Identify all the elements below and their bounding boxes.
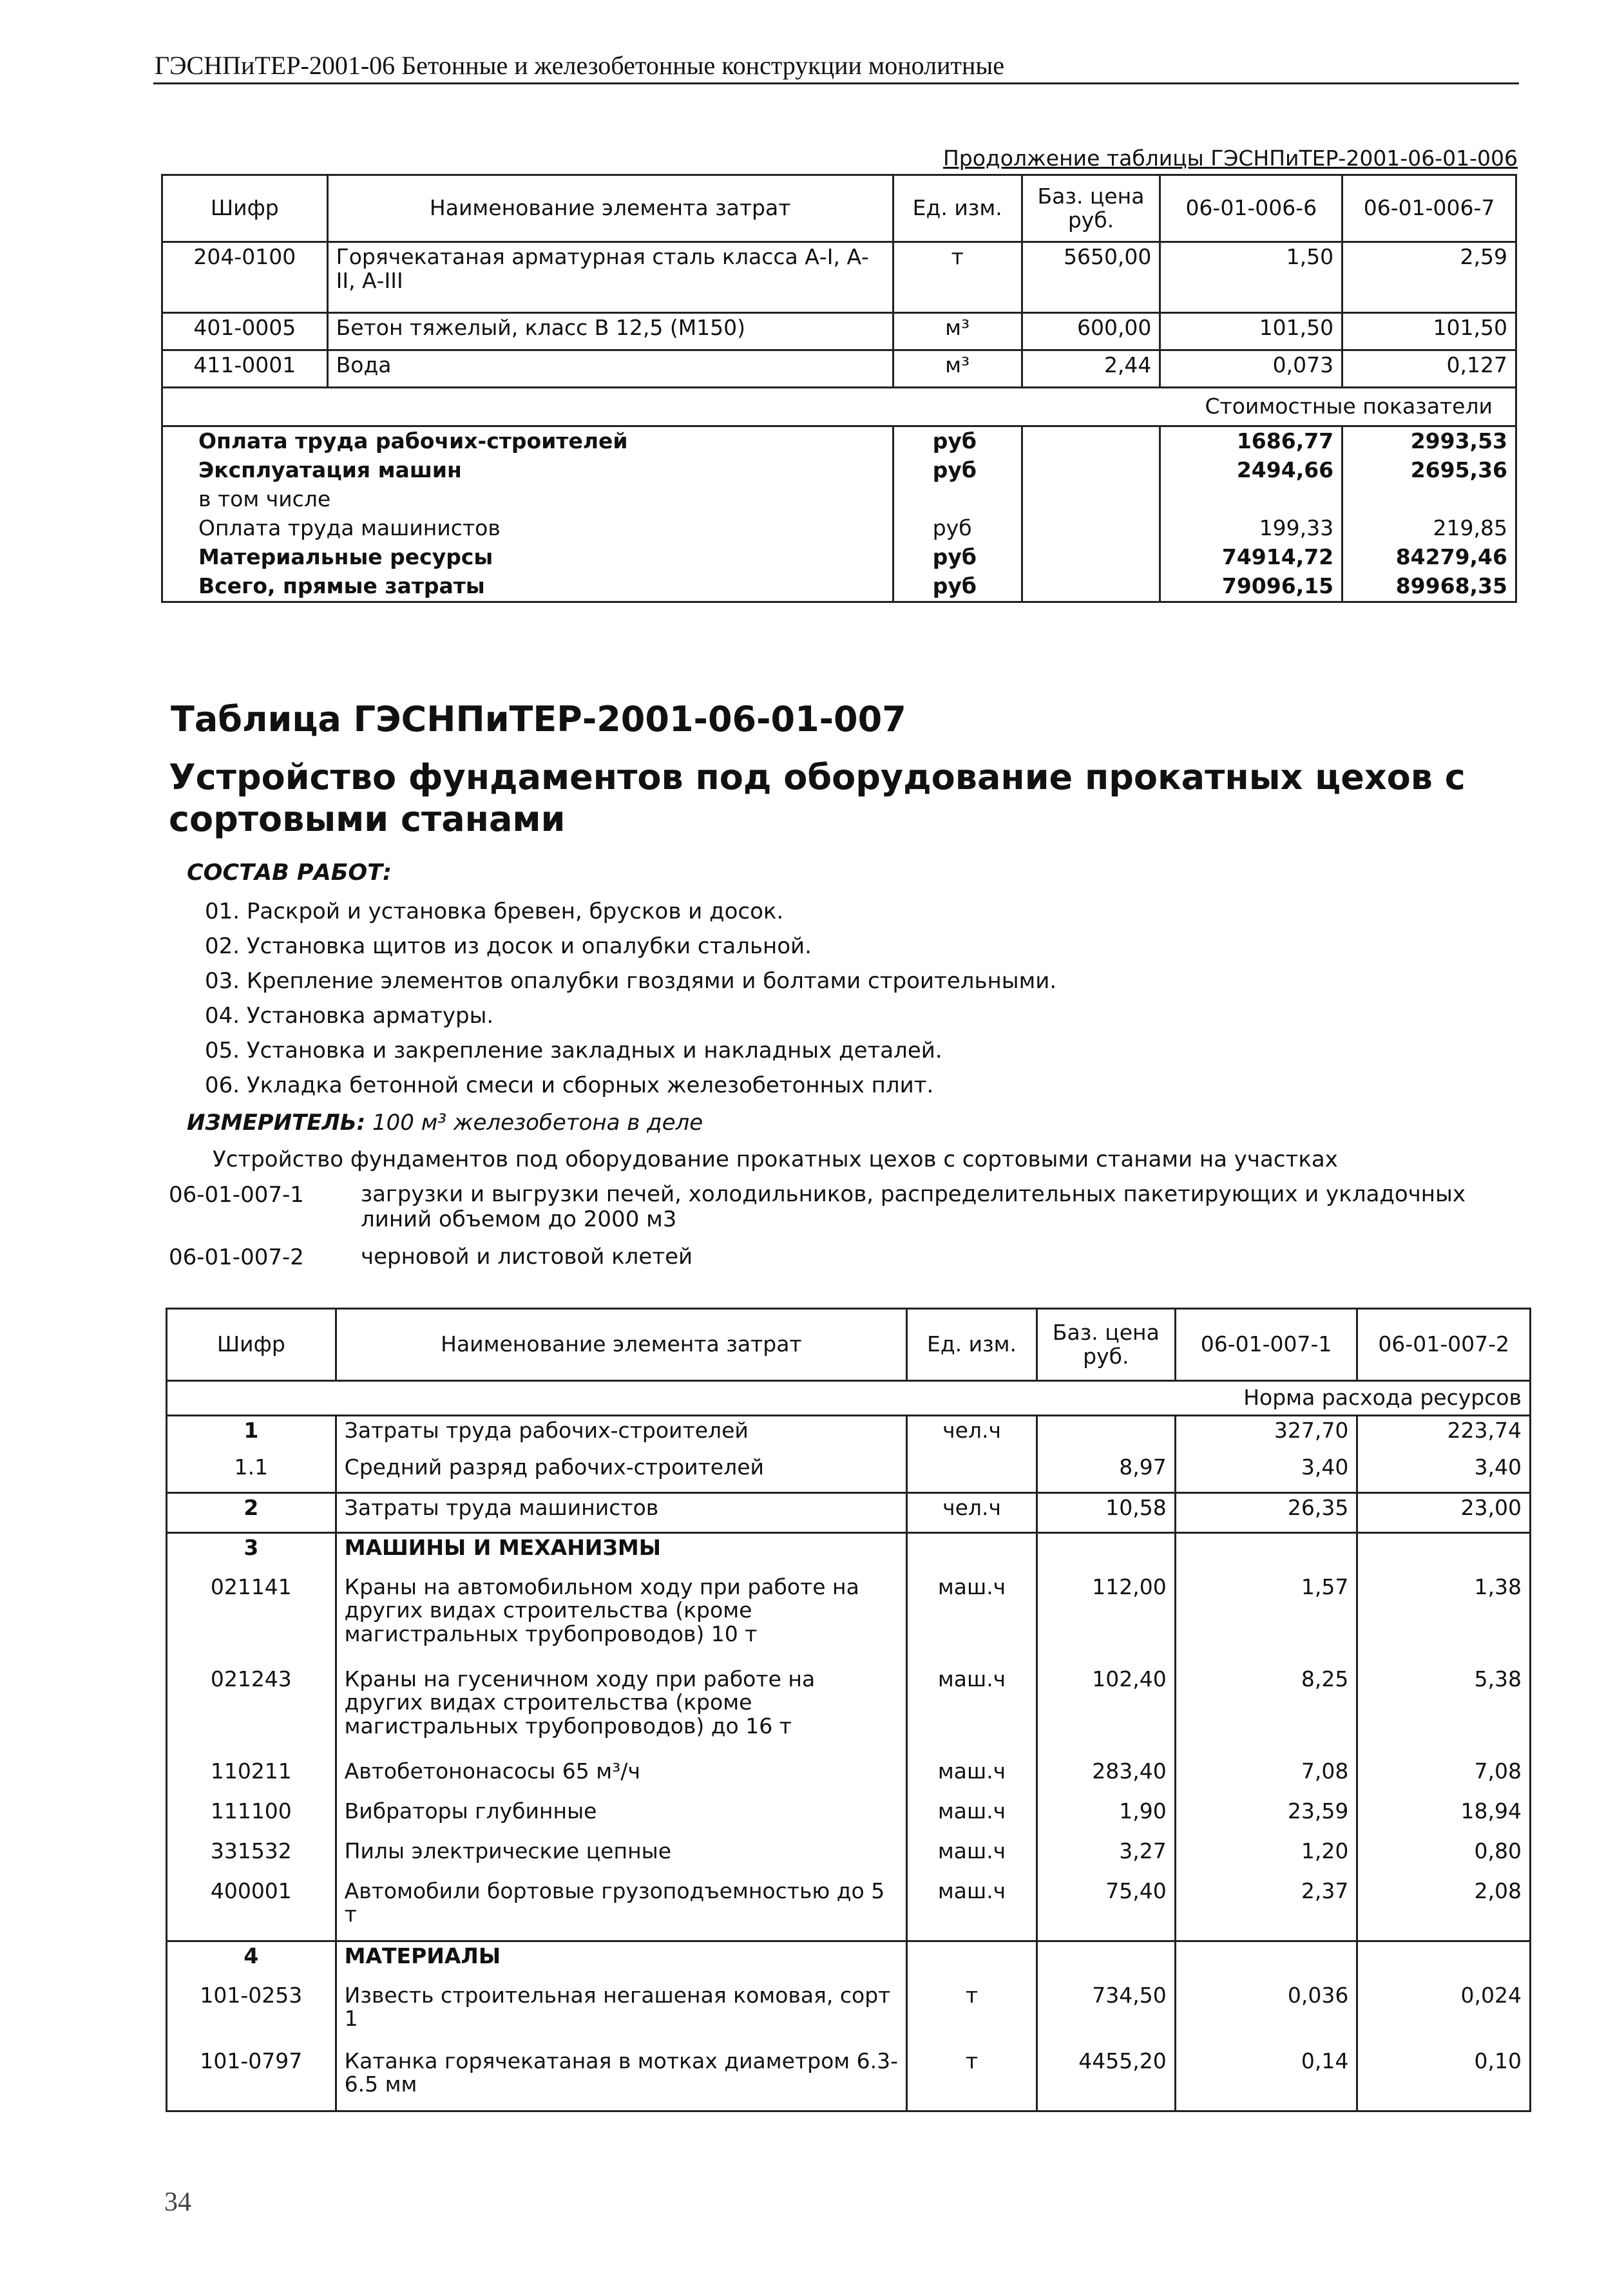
row-name: Вибраторы глубинные bbox=[336, 1797, 906, 1837]
row-name: Затраты труда рабочих-строителей bbox=[336, 1416, 906, 1453]
row-unit: маш.ч bbox=[907, 1665, 1037, 1757]
table-title: Таблица ГЭСНПиТЕР-2001-06-01-007 bbox=[171, 699, 906, 739]
table-row bbox=[167, 2047, 1531, 2111]
row-value-1: 3,40 bbox=[1175, 1453, 1357, 1493]
cost-row-total bbox=[162, 572, 1516, 602]
table-row bbox=[167, 1416, 1531, 1453]
header-col1: 06-01-007-1 bbox=[1175, 1309, 1357, 1381]
row-value-1: 23,59 bbox=[1175, 1797, 1357, 1837]
measurement-label: ИЗМЕРИТЕЛЬ: bbox=[187, 1110, 366, 1136]
row-code: 331532 bbox=[167, 1837, 336, 1877]
table-header-row bbox=[167, 1309, 1531, 1381]
row-code: 1.1 bbox=[167, 1453, 336, 1493]
cost-row-unit: руб bbox=[893, 514, 1022, 543]
row-code: 401-0005 bbox=[162, 313, 328, 350]
header-col1: 06-01-006-6 bbox=[1160, 175, 1342, 242]
header-name: Наименование элемента затрат bbox=[336, 1309, 906, 1381]
header-col2: 06-01-007-2 bbox=[1357, 1309, 1531, 1381]
header-col2: 06-01-006-7 bbox=[1342, 175, 1516, 242]
work-step: 02. Установка щитов из досок и опалубки стальной. bbox=[205, 933, 812, 959]
cost-row-name: Всего, прямые затраты bbox=[162, 572, 893, 602]
row-code: 411-0001 bbox=[162, 350, 328, 388]
cost-row-unit: руб bbox=[893, 426, 1022, 456]
row-price: 734,50 bbox=[1036, 1981, 1175, 2047]
row-name: Средний разряд рабочих-строителей bbox=[336, 1453, 906, 1493]
header-name: Наименование элемента затрат bbox=[327, 175, 893, 242]
row-code: 1 bbox=[167, 1416, 336, 1453]
cost-row-value-2: 219,85 bbox=[1342, 514, 1516, 543]
cost-row-unit: руб bbox=[893, 543, 1022, 572]
work-step: 03. Крепление элементов опалубки гвоздями и болтами строительными. bbox=[205, 968, 1057, 994]
row-unit: маш.ч bbox=[907, 1797, 1037, 1837]
section-name: МАТЕРИАЛЫ bbox=[336, 1941, 906, 1981]
row-price: 102,40 bbox=[1036, 1665, 1175, 1757]
row-price: 75,40 bbox=[1036, 1877, 1175, 1941]
row-value-1: 1,57 bbox=[1175, 1573, 1357, 1665]
header-code: Шифр bbox=[167, 1309, 336, 1381]
work-step: 06. Укладка бетонной смеси и сборных железобетонных плит. bbox=[205, 1072, 934, 1098]
cost-row-value-2: 89968,35 bbox=[1342, 572, 1516, 602]
table-row bbox=[167, 1797, 1531, 1837]
row-value-1: 327,70 bbox=[1175, 1416, 1357, 1453]
row-value-1: 0,036 bbox=[1175, 1981, 1357, 2047]
variant-code: 06-01-007-2 bbox=[169, 1244, 304, 1270]
row-value-2: 101,50 bbox=[1342, 313, 1516, 350]
row-code: 021141 bbox=[167, 1573, 336, 1665]
table-row bbox=[167, 1757, 1531, 1797]
row-name: Краны на гусеничном ходу при работе на других видах строительства (кроме магистральных трубопроводов) до 16 т bbox=[336, 1665, 906, 1757]
row-price: 3,27 bbox=[1036, 1837, 1175, 1877]
table-row bbox=[167, 1877, 1531, 1941]
row-price: 283,40 bbox=[1036, 1757, 1175, 1797]
row-unit: т bbox=[907, 2047, 1037, 2111]
norm-section-label: Норма расхода ресурсов bbox=[167, 1381, 1531, 1416]
row-unit: маш.ч bbox=[907, 1877, 1037, 1941]
row-value-2: 1,38 bbox=[1357, 1573, 1531, 1665]
norm-section-row bbox=[167, 1381, 1531, 1416]
continuation-caption: Продолжение таблицы ГЭСНПиТЕР-2001-06-01-006 bbox=[942, 146, 1518, 171]
header-unit: Ед. изм. bbox=[893, 175, 1022, 242]
row-value-1: 8,25 bbox=[1175, 1665, 1357, 1757]
row-name: Известь строительная негашеная комовая, сорт 1 bbox=[336, 1981, 906, 2047]
resource-table-006 bbox=[161, 174, 1517, 603]
row-name: Затраты труда машинистов bbox=[336, 1493, 906, 1533]
row-value-2: 5,38 bbox=[1357, 1665, 1531, 1757]
cost-row-value-2: 84279,46 bbox=[1342, 543, 1516, 572]
page-number: 34 bbox=[164, 2187, 191, 2217]
cost-row bbox=[162, 514, 1516, 543]
row-unit: м³ bbox=[893, 350, 1022, 388]
table-header-row bbox=[162, 175, 1516, 242]
table-row bbox=[167, 1981, 1531, 2047]
work-composition-label: СОСТАВ РАБОТ: bbox=[187, 860, 392, 886]
row-code: 111100 bbox=[167, 1797, 336, 1837]
work-steps-list bbox=[205, 899, 1056, 1107]
row-unit: т bbox=[893, 242, 1022, 313]
row-name: Бетон тяжелый, класс В 12,5 (М150) bbox=[327, 313, 893, 350]
row-name: Автомобили бортовые грузоподъемностью до 5 т bbox=[336, 1877, 906, 1941]
table-row bbox=[167, 1453, 1531, 1493]
row-price: 4455,20 bbox=[1036, 2047, 1175, 2111]
cost-row-name: в том числе bbox=[162, 485, 893, 514]
cost-row-value-1: 1686,77 bbox=[1160, 426, 1342, 456]
cost-row-value-2: 2993,53 bbox=[1342, 426, 1516, 456]
variant-description: черновой и листовой клетей bbox=[361, 1244, 693, 1270]
row-price: 5650,00 bbox=[1022, 242, 1160, 313]
row-value-2: 3,40 bbox=[1357, 1453, 1531, 1493]
row-value-2: 23,00 bbox=[1357, 1493, 1531, 1533]
row-name: Катанка горячекатаная в мотках диаметром 6.3-6.5 мм bbox=[336, 2047, 906, 2111]
row-code: 400001 bbox=[167, 1877, 336, 1941]
row-name: Автобетононасосы 65 м³/ч bbox=[336, 1757, 906, 1797]
row-price: 10,58 bbox=[1036, 1493, 1175, 1533]
section-row bbox=[167, 1533, 1531, 1573]
row-code: 2 bbox=[167, 1493, 336, 1533]
row-value-1: 1,20 bbox=[1175, 1837, 1357, 1877]
row-value-1: 101,50 bbox=[1160, 313, 1342, 350]
measurement-unit bbox=[187, 1110, 703, 1136]
row-code: 021243 bbox=[167, 1665, 336, 1757]
row-price: 2,44 bbox=[1022, 350, 1160, 388]
row-value-1: 26,35 bbox=[1175, 1493, 1357, 1533]
cost-row-value-1: 74914,72 bbox=[1160, 543, 1342, 572]
section-code: 4 bbox=[167, 1941, 336, 1981]
table-row bbox=[167, 1493, 1531, 1533]
variants-intro: Устройство фундаментов под оборудование прокатных цехов с сортовыми станами на участках bbox=[213, 1147, 1338, 1172]
cost-row bbox=[162, 426, 1516, 456]
header-unit: Ед. изм. bbox=[907, 1309, 1037, 1381]
resource-table-007 bbox=[166, 1308, 1531, 2112]
header-price: Баз. цена руб. bbox=[1036, 1309, 1175, 1381]
row-price: 1,90 bbox=[1036, 1797, 1175, 1837]
row-value-2: 2,59 bbox=[1342, 242, 1516, 313]
variant-code: 06-01-007-1 bbox=[169, 1182, 304, 1208]
row-value-2: 18,94 bbox=[1357, 1797, 1531, 1837]
header-code: Шифр bbox=[162, 175, 328, 242]
header-rule bbox=[153, 82, 1519, 84]
cost-section-row bbox=[162, 388, 1516, 426]
table-row bbox=[167, 1837, 1531, 1877]
section-code: 3 bbox=[167, 1533, 336, 1573]
row-value-2: 223,74 bbox=[1357, 1416, 1531, 1453]
row-value-1: 7,08 bbox=[1175, 1757, 1357, 1797]
row-unit: м³ bbox=[893, 313, 1022, 350]
cost-row-name: Эксплуатация машин bbox=[162, 456, 893, 485]
running-header: ГЭСНПиТЕР-2001-06 Бетонные и железобетонные конструкции монолитные bbox=[155, 51, 1005, 80]
row-name: Горячекатаная арматурная сталь класса А-I, А-II, А-III bbox=[327, 242, 893, 313]
row-value-1: 1,50 bbox=[1160, 242, 1342, 313]
row-price: 112,00 bbox=[1036, 1573, 1175, 1665]
cost-row-value-1: 199,33 bbox=[1160, 514, 1342, 543]
row-unit: т bbox=[907, 1981, 1037, 2047]
table-row bbox=[162, 313, 1516, 350]
cost-row-value-1: 79096,15 bbox=[1160, 572, 1342, 602]
row-value-2: 0,127 bbox=[1342, 350, 1516, 388]
row-code: 101-0253 bbox=[167, 1981, 336, 2047]
table-row bbox=[167, 1573, 1531, 1665]
row-value-2: 7,08 bbox=[1357, 1757, 1531, 1797]
row-code: 101-0797 bbox=[167, 2047, 336, 2111]
table-heading: Устройство фундаментов под оборудование прокатных цехов с сортовыми станами bbox=[169, 757, 1466, 839]
cost-row bbox=[162, 485, 1516, 514]
row-name: Пилы электрические цепные bbox=[336, 1837, 906, 1877]
row-name: Вода bbox=[327, 350, 893, 388]
work-step: 05. Установка и закрепление закладных и накладных деталей. bbox=[205, 1038, 942, 1063]
cost-row-name: Оплата труда рабочих-строителей bbox=[162, 426, 893, 456]
row-unit: маш.ч bbox=[907, 1573, 1037, 1665]
row-price: 8,97 bbox=[1036, 1453, 1175, 1493]
section-name: МАШИНЫ И МЕХАНИЗМЫ bbox=[336, 1533, 906, 1573]
cost-row-value-1: 2494,66 bbox=[1160, 456, 1342, 485]
cost-row-name: Оплата труда машинистов bbox=[162, 514, 893, 543]
row-unit bbox=[907, 1453, 1037, 1493]
row-code: 110211 bbox=[167, 1757, 336, 1797]
row-value-2: 0,80 bbox=[1357, 1837, 1531, 1877]
row-unit: чел.ч bbox=[907, 1416, 1037, 1453]
measurement-value: 100 м³ железобетона в деле bbox=[372, 1110, 703, 1136]
row-code: 204-0100 bbox=[162, 242, 328, 313]
row-value-2: 0,024 bbox=[1357, 1981, 1531, 2047]
table-row bbox=[162, 242, 1516, 313]
work-step: 04. Установка арматуры. bbox=[205, 1003, 494, 1029]
table-row bbox=[167, 1665, 1531, 1757]
row-unit: чел.ч bbox=[907, 1493, 1037, 1533]
row-value-1: 0,14 bbox=[1175, 2047, 1357, 2111]
cost-row-name: Материальные ресурсы bbox=[162, 543, 893, 572]
row-name: Краны на автомобильном ходу при работе на других видах строительства (кроме магистральных трубопроводов) 10 т bbox=[336, 1573, 906, 1665]
row-value-1: 0,073 bbox=[1160, 350, 1342, 388]
cost-row-unit: руб bbox=[893, 456, 1022, 485]
row-value-2: 2,08 bbox=[1357, 1877, 1531, 1941]
cost-row bbox=[162, 543, 1516, 572]
row-unit: маш.ч bbox=[907, 1757, 1037, 1797]
row-value-2: 0,10 bbox=[1357, 2047, 1531, 2111]
cost-section-label: Стоимостные показатели bbox=[162, 388, 1516, 426]
row-price bbox=[1036, 1416, 1175, 1453]
row-unit: маш.ч bbox=[907, 1837, 1037, 1877]
header-price: Баз. цена руб. bbox=[1022, 175, 1160, 242]
cost-row bbox=[162, 456, 1516, 485]
variant-description: загрузки и выгрузки печей, холодильников, распределительных пакетирующих и укладочных линий объемом до 2000 м3 bbox=[361, 1181, 1466, 1233]
section-row bbox=[167, 1941, 1531, 1981]
row-value-1: 2,37 bbox=[1175, 1877, 1357, 1941]
row-price: 600,00 bbox=[1022, 313, 1160, 350]
cost-row-value-2: 2695,36 bbox=[1342, 456, 1516, 485]
table-row bbox=[162, 350, 1516, 388]
cost-row-unit: руб bbox=[893, 572, 1022, 602]
work-step: 01. Раскрой и установка бревен, брусков и досок. bbox=[205, 899, 784, 924]
